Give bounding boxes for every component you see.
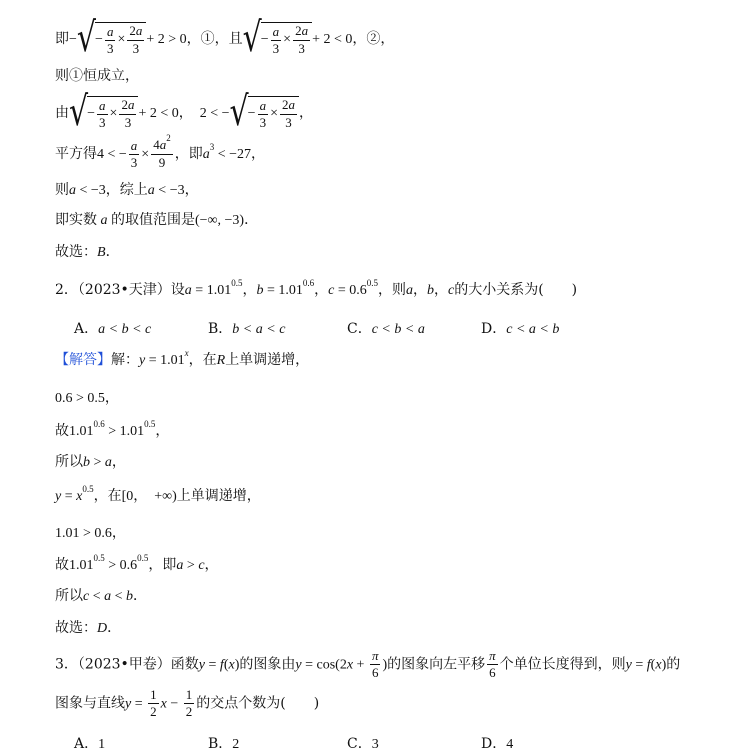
sqrt-expr: √ − $\frac{a}{3}$ × $\frac{2a}{3}$ [230, 96, 299, 130]
line-3: 由 √ − $\frac{a}{3}$ × $\frac{2a}{3}$ + 2 < 0， 2 < − √ − $\frac{a}{3}$ × $\frac{2a}{3}$ ， [55, 88, 313, 136]
option-b: B．b < a < c [208, 321, 286, 337]
line-1: 即− √ − $\frac{a}{3}$ × $\frac{2a}{3}$ + 2 > 0，①，且 √ − $\frac{a}{3}$ × $\frac{2a}{3}$ + 2 < 0，②， [55, 14, 395, 62]
question-2: 2．（2023•天津）设$a = 1.01^{0.5}$，$b = 1.01^{0.6}$，$c = 0.6^{0.5}$，则a，b，c的大小关系为( ) [55, 278, 578, 298]
option-d: D．4 [481, 736, 514, 752]
sqrt-expr: √ − $\frac{a}{3}$ × $\frac{2a}{3}$ [69, 96, 138, 130]
option-c: C．3 [347, 736, 379, 752]
solution-line-9: 故选：D． [55, 620, 122, 636]
solution-line-1: 【解答】解：$y = 1.01^x$，在R上单调递增， [55, 348, 310, 368]
solution-line-5: $y = x^{0.5}$，在[0， +∞)上单调递增， [55, 484, 261, 504]
answer-tag: 【解答】 [55, 352, 111, 368]
question-3-line-1: 3．（2023•甲卷）函数y = f(x)的图象由y = cos(2x + $\frac{\pi}{6}$ )的图象向左平移 $\frac{\pi}{6}$ 个单位长度得到，则y = f(x)的 [55, 648, 681, 680]
sqrt-expr: √ − $\frac{a}{3}$ × $\frac{2a}{3}$ [77, 22, 146, 56]
line-4: 平方得4 < − $\frac{a}{3}$ × $\frac{4a^2}{9}$ ，即$a^3 < -27$， [55, 133, 265, 170]
solution-line-2: 0.6 > 0.5， [55, 391, 119, 406]
solution-line-7: 故$1.01^{0.5} > 0.6^{0.5}$，即a > c， [55, 553, 219, 573]
option-a: A．1 [74, 736, 106, 752]
solution-line-4: 所以b > a， [55, 454, 126, 470]
option-a: A．a < b < c [74, 321, 152, 337]
line-5: 则a < −3，综上a < −3， [55, 182, 199, 198]
option-c: C．c < b < a [347, 321, 425, 337]
sqrt-expr: √ − $\frac{a}{3}$ × $\frac{2a}{3}$ [243, 22, 312, 56]
line-2: 则①恒成立， [55, 68, 139, 84]
question-3-line-2: 图象与直线y = $\frac{1}{2}$ x − $\frac{1}{2}$ 的交点个数为( ) [55, 687, 320, 719]
option-d: D．c < a < b [481, 321, 560, 337]
solution-line-6: 1.01 > 0.6， [55, 526, 126, 541]
solution-line-8: 所以c < a < b． [55, 588, 148, 604]
line-7: 故选：B． [55, 244, 120, 260]
line-6: 即实数 a 的取值范围是(−∞, −3)． [55, 212, 259, 228]
solution-line-3: 故$1.01^{0.6} > 1.01^{0.5}$， [55, 419, 170, 439]
option-b: B．2 [208, 736, 240, 752]
